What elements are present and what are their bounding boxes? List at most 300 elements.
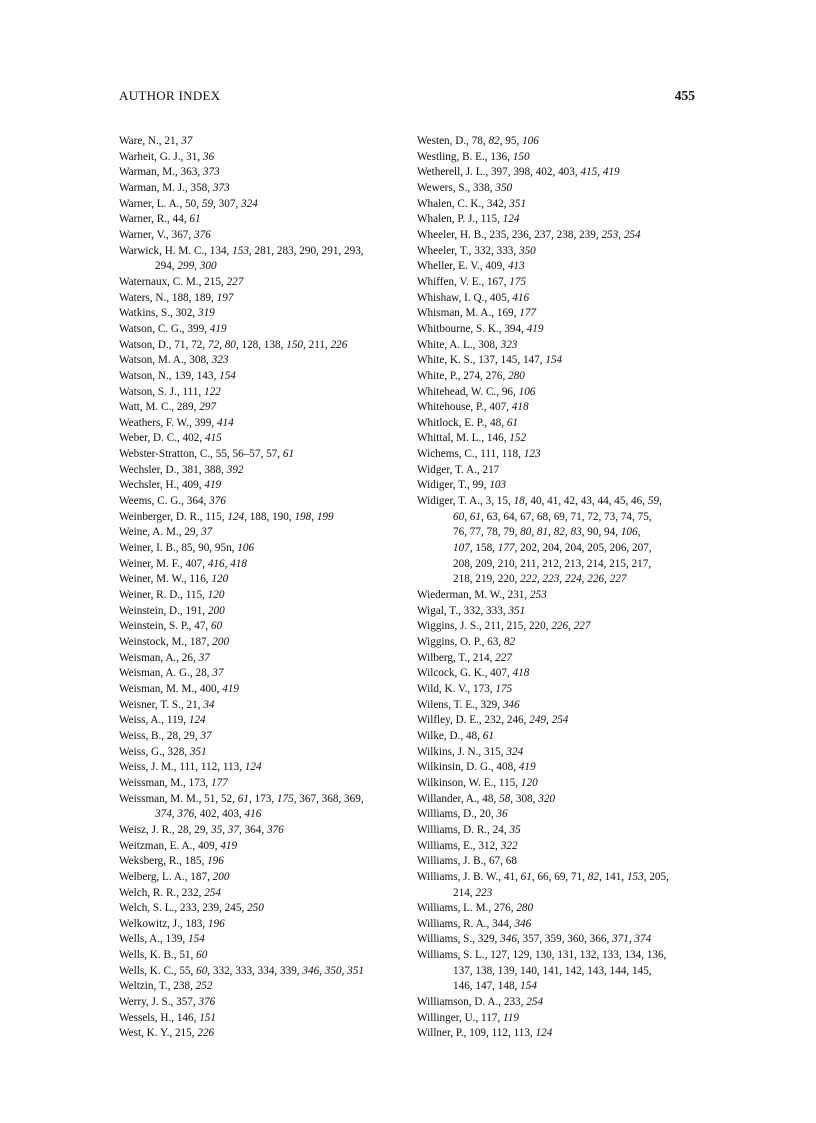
index-entry: [417, 353, 699, 369]
page-ref-italic: 61: [189, 213, 201, 226]
index-entry: [119, 385, 401, 401]
index-entry: [119, 306, 401, 322]
entry-line: [417, 463, 699, 479]
entry-text: Weksberg, R., 185,: [119, 855, 208, 868]
page-ref-italic: 351: [508, 604, 526, 617]
entry-text: 205,: [646, 870, 669, 883]
index-entry: [417, 447, 699, 463]
page-ref-italic: 124,: [227, 510, 247, 523]
entry-text: Wechsler, H., 409,: [119, 479, 205, 492]
index-entry: [417, 870, 699, 901]
entry-text: Wigal, T., 332, 333,: [417, 604, 509, 617]
entry-line: [119, 666, 401, 682]
page-ref-italic: 371, 374: [612, 933, 652, 946]
page-ref-italic: 154: [520, 980, 537, 993]
index-entry: [417, 228, 699, 244]
page-ref-italic: 120: [520, 776, 538, 789]
entry-line: [417, 932, 699, 948]
page-ref-italic: 416: [512, 291, 530, 304]
page-ref-italic: 351: [509, 197, 527, 210]
entry-text: Westling, B. E., 136,: [417, 150, 513, 163]
index-entry: [119, 682, 401, 698]
entry-text: Whitlock, E. P., 48,: [417, 416, 507, 429]
entry-text: Welkowitz, J., 183,: [119, 917, 208, 930]
page-ref-italic: 253, 254: [601, 228, 641, 241]
page-ref-italic: 376: [198, 996, 216, 1009]
entry-line: [417, 619, 699, 635]
entry-continuation-line: [119, 807, 401, 823]
page-ref-italic: 323: [211, 354, 229, 367]
page-ref-italic: 323: [500, 338, 518, 351]
index-entry: [119, 901, 401, 917]
entry-line: [119, 463, 401, 479]
entry-text: Weinstein, D., 191,: [119, 604, 208, 617]
index-entry: [119, 228, 401, 244]
entry-line: [417, 165, 699, 181]
page-ref-italic: 124: [244, 761, 262, 774]
entry-continuation-line: [417, 886, 699, 902]
entry-line: [119, 150, 401, 166]
entry-text: 208, 209, 210, 211, 212, 213, 214, 215, 217,: [453, 557, 652, 570]
index-entry: [417, 604, 699, 620]
page-ref-italic: 61,: [237, 792, 252, 805]
running-head: [119, 88, 695, 108]
index-entry: [119, 713, 401, 729]
entry-text: 202, 204, 204, 205, 206, 207,: [517, 542, 652, 555]
index-entry: [119, 729, 401, 745]
entry-text: Warner, V., 367,: [119, 228, 194, 241]
index-entry: [417, 698, 699, 714]
page-ref-italic: 124: [188, 714, 206, 727]
entry-text: Wells, A., 139,: [119, 933, 189, 946]
entry-line: [417, 901, 699, 917]
index-entry: [119, 792, 401, 823]
page-ref-italic: 154: [545, 354, 563, 367]
entry-line: [417, 369, 699, 385]
index-entry: [119, 275, 401, 291]
index-entry: [417, 259, 699, 275]
entry-text: Williams, S. L., 127, 129, 130, 131, 132, 133, 134, 136,: [417, 949, 667, 962]
entry-line: [119, 823, 401, 839]
index-entry: [119, 369, 401, 385]
page-ref-italic: 80, 81, 82, 83,: [520, 526, 585, 539]
index-entry: [119, 463, 401, 479]
entry-text: Weber, D. C., 402,: [119, 432, 205, 445]
entry-continuation-line: [119, 259, 401, 275]
index-entry: [119, 525, 401, 541]
entry-line: [119, 760, 401, 776]
entry-text: 173,: [251, 792, 277, 805]
entry-text: Welch, S. L., 233, 239, 245,: [119, 902, 248, 915]
entry-text: 211,: [305, 338, 331, 351]
page-ref-italic: 197: [216, 291, 234, 304]
index-entry: [119, 635, 401, 651]
index-entry: [119, 651, 401, 667]
entry-line: [417, 447, 699, 463]
entry-line: [119, 619, 401, 635]
entry-line: [119, 854, 401, 870]
entry-line: [417, 197, 699, 213]
page-ref-italic: 72, 80,: [207, 338, 239, 351]
index-entry: [119, 932, 401, 948]
entry-text: 364,: [241, 823, 267, 836]
entry-line: [119, 682, 401, 698]
entry-line: [417, 494, 699, 510]
entry-text: Whalen, P. J., 115,: [417, 213, 503, 226]
entry-text: Wilfley, D. E., 232, 246,: [417, 714, 530, 727]
index-entry: [119, 510, 401, 526]
page-ref-italic: 346, 350, 351: [302, 964, 364, 977]
page-ref-italic: 60,: [196, 964, 211, 977]
entry-text: Widiger, T. A., 3, 15,: [417, 495, 514, 508]
entry-text: Wilcock, G. K., 407,: [417, 667, 513, 680]
index-entry: [417, 181, 699, 197]
entry-line: [417, 478, 699, 494]
entry-text: Weitzman, E. A., 409,: [119, 839, 221, 852]
entry-continuation-line: [417, 541, 699, 557]
entry-line: [119, 416, 401, 432]
index-entry: [119, 948, 401, 964]
entry-line: [119, 948, 401, 964]
index-entry: [119, 165, 401, 181]
index-entry: [119, 1026, 401, 1042]
entry-line: [119, 369, 401, 385]
running-title: AUTHOR INDEX: [119, 88, 221, 103]
entry-text: 281, 283, 290, 291, 293,: [251, 244, 364, 257]
page-ref-italic: 119: [503, 1011, 519, 1024]
page-ref-italic: 106: [522, 135, 539, 147]
index-entry: [417, 792, 699, 808]
page-ref-italic: 200: [207, 604, 225, 617]
index-entry: [417, 1026, 699, 1042]
entry-line: [119, 729, 401, 745]
page-ref-italic: 200: [212, 636, 230, 648]
page-ref-italic: 299, 300: [177, 260, 217, 273]
index-entry: [119, 1011, 401, 1027]
entry-text: Watson, D., 71, 72,: [119, 338, 208, 351]
index-entry: [417, 760, 699, 776]
entry-text: Whitehead, W. C., 96,: [417, 385, 519, 398]
entry-text: Wheller, E. V., 409,: [417, 260, 508, 273]
entry-line: [119, 792, 401, 808]
page-ref-italic: 103: [489, 479, 507, 492]
entry-text: Webster-Stratton, C., 55, 56–57, 57,: [119, 448, 283, 461]
index-entry: [417, 369, 699, 385]
page-ref-italic: 106,: [620, 526, 641, 539]
page-ref-italic: 346: [502, 698, 520, 711]
entry-text: Watt, M. C., 289,: [119, 401, 200, 414]
entry-line: [417, 416, 699, 432]
page-ref-italic: 415: [204, 432, 222, 445]
index-entry: [119, 745, 401, 761]
entry-text: Williams, D. R., 24,: [417, 823, 510, 836]
index-entry: [417, 917, 699, 933]
index-entry: [417, 322, 699, 338]
entry-text: 402, 403,: [196, 808, 245, 821]
entry-line: [417, 1026, 699, 1042]
entry-text: Watkins, S., 302,: [119, 307, 198, 320]
entry-text: Whitehouse, P., 407,: [417, 401, 512, 414]
entry-line: [119, 134, 401, 150]
entry-line: [119, 698, 401, 714]
entry-line: [417, 651, 699, 667]
entry-line: [119, 322, 401, 338]
entry-text: White, K. S., 137, 145, 147,: [417, 354, 546, 367]
entry-text: Watson, C. G., 399,: [119, 322, 210, 335]
entry-text: Williams, S., 329,: [417, 933, 501, 946]
index-entry: [417, 463, 699, 479]
page-ref-italic: 373: [202, 166, 220, 179]
page-ref-italic: 222, 223, 224, 226, 227: [520, 573, 627, 586]
entry-text: Weiss, G., 328,: [119, 745, 190, 758]
entry-line: [417, 134, 699, 150]
page-ref-italic: 196: [207, 855, 224, 868]
entry-line: [417, 776, 699, 792]
entry-text: 188, 190,: [246, 510, 295, 523]
page-ref-italic: 58,: [499, 792, 514, 805]
entry-text: Whisman, M. A., 169,: [417, 307, 520, 320]
index-entry: [417, 651, 699, 667]
page-ref-italic: 177,: [497, 542, 518, 555]
entry-text: White, A. L., 308,: [417, 338, 501, 351]
entry-text: Warwick, H. M. C., 134,: [119, 244, 233, 257]
entry-text: Ware, N., 21,: [119, 135, 182, 147]
page-ref-italic: 350: [495, 181, 513, 194]
page-ref-italic: 418: [511, 401, 529, 414]
index-entry: [119, 886, 401, 902]
entry-continuation-line: [417, 557, 699, 573]
entry-text: Watson, M. A., 308,: [119, 354, 212, 367]
entry-line: [417, 745, 699, 761]
page-ref-italic: 175: [495, 682, 513, 695]
page-ref-italic: 419: [518, 761, 536, 774]
entry-line: [417, 760, 699, 776]
entry-text: Weisman, M. M., 400,: [119, 682, 223, 695]
index-entry: [119, 494, 401, 510]
index-entry: [119, 995, 401, 1011]
page-ref-italic: 376: [193, 228, 211, 241]
entry-text: Williamson, D. A., 233,: [417, 996, 527, 1009]
index-entry: [119, 619, 401, 635]
entry-text: Wheeler, H. B., 235, 236, 237, 238, 239,: [417, 228, 602, 241]
page-ref-italic: 350: [518, 244, 536, 257]
index-entry: [417, 244, 699, 260]
entry-text: Weisman, A. G., 28,: [119, 667, 213, 680]
entry-text: Welberg, L. A., 187,: [119, 870, 213, 883]
page-ref-italic: 60, 61,: [453, 510, 484, 523]
index-entry: [119, 917, 401, 933]
page-ref-italic: 175: [509, 275, 527, 288]
page-ref-italic: 351: [189, 745, 207, 758]
entry-line: [119, 338, 401, 354]
entry-text: 307,: [215, 197, 242, 210]
entry-text: Wichems, C., 111, 118,: [417, 448, 524, 461]
index-entry: [417, 932, 699, 948]
entry-line: [417, 854, 699, 870]
entry-line: [119, 494, 401, 510]
page-ref-italic: 36: [202, 150, 215, 163]
entry-text: 128, 138,: [238, 338, 287, 351]
entry-line: [119, 901, 401, 917]
entry-text: 332, 333, 334, 339,: [210, 964, 303, 977]
page-ref-italic: 18,: [513, 495, 528, 508]
index-entry: [417, 839, 699, 855]
entry-line: [417, 713, 699, 729]
index-entry: [417, 338, 699, 354]
entry-text: Weine, A. M., 29,: [119, 526, 202, 539]
page-ref-italic: 254: [204, 886, 221, 899]
index-entry: [119, 338, 401, 354]
page-ref-italic: 419: [209, 322, 227, 335]
page-ref-italic: 82,: [488, 135, 503, 147]
page-ref-italic: 414: [216, 416, 234, 429]
entry-line: [119, 400, 401, 416]
index-entry: [417, 478, 699, 494]
index-entry: [119, 979, 401, 995]
entry-text: Weiss, A., 119,: [119, 714, 189, 727]
entry-text: Waters, N., 188, 189,: [119, 291, 217, 304]
entry-line: [417, 604, 699, 620]
entry-line: [119, 510, 401, 526]
page-ref-italic: 280: [516, 902, 534, 915]
page-ref-italic: 124: [502, 213, 520, 226]
page-ref-italic: 150: [512, 150, 530, 163]
entry-line: [417, 635, 699, 651]
entry-line: [119, 964, 401, 980]
page-ref-italic: 373: [212, 181, 230, 194]
page-ref-italic: 419: [220, 839, 238, 852]
page-ref-italic: 196: [207, 917, 225, 930]
entry-text: Weisner, T. S., 21,: [119, 698, 204, 711]
page-ref-italic: 223: [475, 886, 493, 899]
entry-text: Weisz, J. R., 28, 29,: [119, 823, 212, 836]
entry-text: Williams, E., 312,: [417, 839, 501, 852]
entry-text: Warman, M., 363,: [119, 166, 203, 179]
index-entry: [119, 150, 401, 166]
page-ref-italic: 226, 227: [551, 620, 591, 633]
entry-text: 63, 64, 67, 68, 69, 71, 72, 73, 74, 75,: [483, 510, 652, 523]
entry-text: Wilkins, J. N., 315,: [417, 745, 507, 758]
index-entry: [119, 322, 401, 338]
entry-text: Warner, L. A., 50,: [119, 197, 202, 210]
entry-line: [119, 979, 401, 995]
entry-line: [417, 291, 699, 307]
entry-text: Wiederman, M. W., 231,: [417, 589, 530, 602]
page-number: 455: [674, 88, 695, 103]
entry-line: [417, 588, 699, 604]
page-ref-italic: 280: [508, 369, 525, 382]
index-entry: [119, 134, 401, 150]
page-ref-italic: 82,: [587, 870, 602, 883]
entry-text: Willander, A., 48,: [417, 792, 500, 805]
index-entry: [417, 306, 699, 322]
entry-line: [119, 651, 401, 667]
entry-text: Wells, K. C., 55,: [119, 964, 197, 977]
entry-line: [417, 823, 699, 839]
index-entry: [119, 212, 401, 228]
index-entry: [417, 385, 699, 401]
entry-line: [417, 353, 699, 369]
page-ref-italic: 61: [482, 729, 494, 742]
entry-line: [119, 1026, 401, 1042]
entry-text: 367, 368, 369,: [296, 792, 364, 805]
page-ref-italic: 322: [500, 839, 518, 852]
index-entry: [417, 619, 699, 635]
entry-line: [119, 995, 401, 1011]
index-entry: [119, 244, 401, 275]
entry-text: Williams, J. B., 67, 68: [417, 855, 517, 868]
entry-text: 308,: [513, 792, 539, 805]
index-entry: [417, 431, 699, 447]
entry-text: Weems, C. G., 364,: [119, 495, 210, 508]
entry-line: [119, 713, 401, 729]
entry-line: [119, 244, 401, 260]
entry-text: 357, 359, 360, 366,: [519, 933, 613, 946]
entry-text: 146, 147, 148,: [453, 980, 521, 993]
index-entry: [119, 557, 401, 573]
entry-line: [119, 165, 401, 181]
entry-text: Weisman, A., 26,: [119, 651, 199, 664]
index-entry: [417, 948, 699, 995]
page-ref-italic: 61: [506, 416, 518, 429]
page-ref-italic: 319: [197, 307, 215, 320]
page-ref-italic: 106: [237, 542, 255, 555]
page-ref-italic: 152: [509, 432, 527, 445]
index-entry: [417, 150, 699, 166]
entry-text: 214,: [453, 886, 476, 899]
entry-text: Warheit, G. J., 31,: [119, 150, 203, 163]
page-ref-italic: 376: [209, 495, 226, 508]
entry-text: Wilke, D., 48,: [417, 729, 483, 742]
page-ref-italic: 249, 254: [529, 714, 569, 727]
page-ref-italic: 226: [197, 1027, 215, 1040]
entry-text: Weiner, I. B., 85, 90, 95n,: [119, 542, 238, 555]
index-entry: [417, 400, 699, 416]
index-entry: [417, 807, 699, 823]
entry-text: Widiger, T., 99,: [417, 479, 490, 492]
entry-text: 40, 41, 42, 43, 44, 45, 46,: [527, 495, 648, 508]
entry-line: [417, 698, 699, 714]
page-ref-italic: 419: [222, 682, 239, 695]
entry-line: [417, 682, 699, 698]
entry-continuation-line: [417, 979, 699, 995]
page-ref-italic: 35: [509, 823, 521, 836]
entry-line: [119, 886, 401, 902]
index-entry: [417, 666, 699, 682]
index-entry: [119, 400, 401, 416]
index-entry: [119, 776, 401, 792]
index-entry: [417, 854, 699, 870]
entry-line: [417, 666, 699, 682]
entry-line: [119, 932, 401, 948]
page-ref-italic: 227: [226, 275, 244, 288]
entry-text: White, P., 274, 276,: [417, 369, 509, 382]
entry-continuation-line: [417, 525, 699, 541]
entry-line: [417, 400, 699, 416]
index-entry: [119, 447, 401, 463]
page-ref-italic: 61: [282, 448, 295, 461]
page-ref-italic: 297: [199, 401, 216, 414]
entry-text: Williams, J. B. W., 41,: [417, 870, 521, 883]
entry-line: [417, 1011, 699, 1027]
index-entry: [417, 729, 699, 745]
entry-line: [119, 588, 401, 604]
index-entry: [417, 291, 699, 307]
entry-line: [119, 431, 401, 447]
entry-line: [417, 212, 699, 228]
entry-line: [119, 212, 401, 228]
page-ref-italic: 324: [506, 745, 524, 758]
